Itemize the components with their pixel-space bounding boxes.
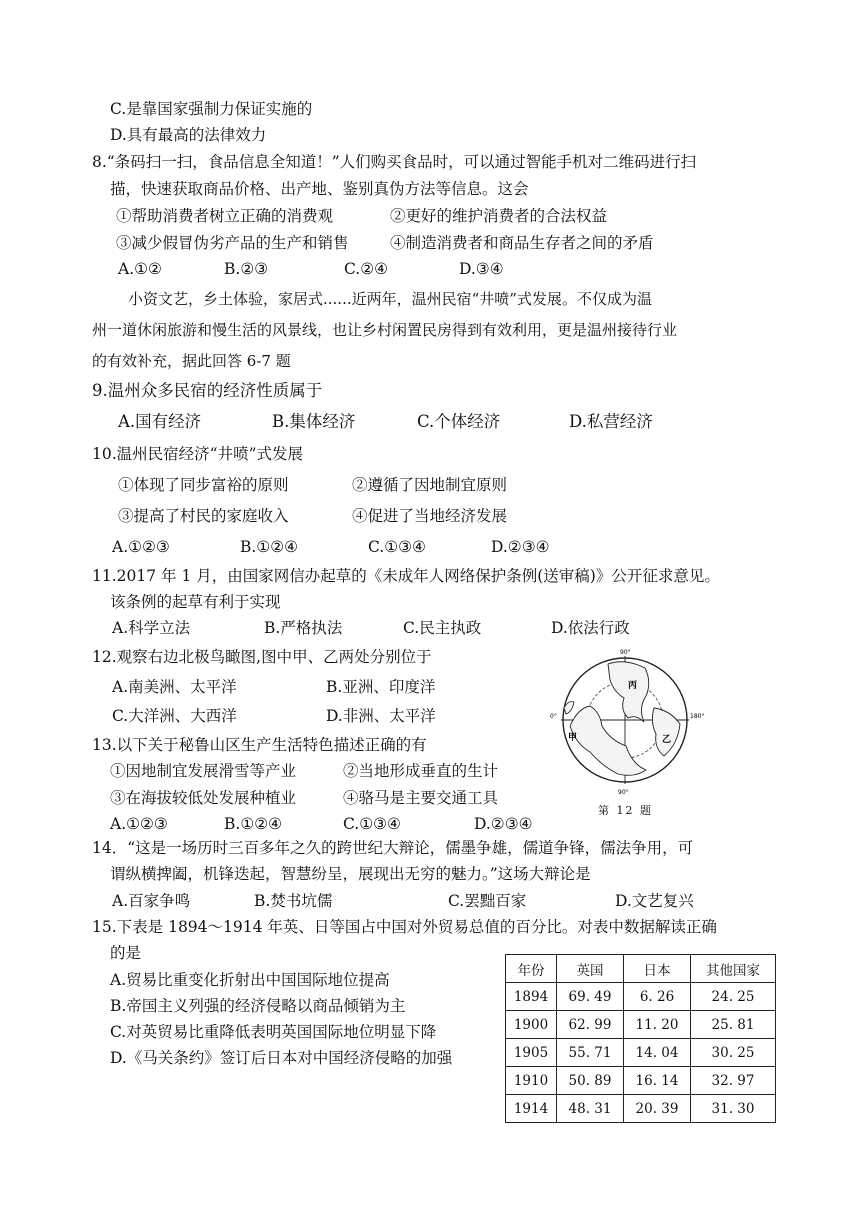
q9-option-d: D.私营经济	[569, 412, 653, 431]
table-cell: 30. 25	[691, 1039, 776, 1067]
table-row	[506, 1095, 776, 1123]
q8-statement-2: ②更好的维护消费者的合法权益	[390, 207, 608, 225]
label-bing: 丙	[628, 681, 638, 691]
table-cell: 1894	[506, 983, 557, 1011]
q14-stem-line1: 14．“这是一场历时三百多年之久的跨世纪大辩论，儒墨争雄，儒道争锋，儒法争用，可	[92, 839, 694, 857]
table-cell: 24. 25	[691, 983, 776, 1011]
q9-option-a: A.国有经济	[118, 412, 202, 431]
q7-option-d: D.具有最高的法律效力	[110, 126, 267, 144]
table-cell: 1910	[506, 1067, 557, 1095]
q11-stem-line1: 11.2017 年 1 月，由国家网信办起草的《未成年人网络保护条例(送审稿)》公开征求意见。	[92, 567, 720, 585]
q14-option-a: A.百家争鸣	[112, 892, 191, 910]
table-header-row	[506, 955, 776, 983]
q10-stem: 10.温州民宿经济“井喷”式发展	[92, 445, 303, 463]
q14-option-d: D.文艺复兴	[615, 892, 694, 910]
passage-line3: 的有效补充，据此回答 6-7 题	[92, 352, 291, 370]
q13-option-d: D.②③④	[474, 815, 533, 833]
q9-stem: 9.温州众多民宿的经济性质属于	[92, 381, 323, 400]
q12-option-a: A.南美洲、太平洋	[112, 678, 237, 696]
q12-stem: 12.观察右边北极鸟瞰图,图中甲、乙两处分别位于	[92, 648, 432, 666]
q14-stem-line2: 谓纵横捭阖，机锋迭起，智慧纷呈，展现出无穷的魅力。”这场大辩论是	[110, 865, 591, 883]
q8-statement-1: ①帮助消费者树立正确的消费观	[116, 207, 334, 225]
table-cell: 20. 39	[624, 1095, 691, 1123]
q8-stem-line1: 8.“条码扫一扫，食品信息全知道！”人们购买食品时，可以通过智能手机对二维码进行扫	[92, 153, 697, 171]
table-header: 年份	[506, 955, 557, 983]
q15-stem-line1: 15.下表是 1894～1914 年英、日等国占中国对外贸易总值的百分比。对表中数据解读正确	[92, 918, 717, 936]
q15-option-d: D.《马关条约》签订后日本对中国经济侵略的加强	[110, 1049, 453, 1067]
table-header: 日本	[624, 955, 691, 983]
passage-line2: 州一道休闲旅游和慢生活的风景线，也让乡村闲置民房得到有效利用，更是温州接待行业	[92, 321, 678, 339]
q13-statement-2: ②当地形成垂直的生计	[343, 762, 499, 780]
q15-option-a: A.贸易比重变化折射出中国国际地位提高	[110, 971, 390, 989]
table-cell: 31. 30	[691, 1095, 776, 1123]
q12-option-d: D.非洲、太平洋	[326, 707, 436, 725]
q11-stem-line2: 该条例的起草有利于实现	[110, 593, 281, 611]
table-header: 其他国家	[691, 955, 776, 983]
q13-option-b: B.①②④	[224, 815, 283, 833]
q15-option-c: C.对英贸易比重降低表明英国国际地位明显下降	[110, 1023, 437, 1041]
q10-option-b: B.①②④	[240, 538, 299, 556]
table-cell: 16. 14	[624, 1067, 691, 1095]
q12-option-c: C.大洋洲、大西洋	[112, 707, 237, 725]
q13-option-c: C.①③④	[343, 815, 401, 833]
q10-option-a: A.①②③	[112, 538, 170, 556]
q10-statement-4: ④促进了当地经济发展	[352, 507, 508, 525]
table-cell: 48. 31	[557, 1095, 624, 1123]
q14-option-b: B.焚书坑儒	[254, 892, 333, 910]
q10-statement-2: ②遵循了因地制宜原则	[352, 476, 508, 494]
table-cell: 32. 97	[691, 1067, 776, 1095]
q13-statement-3: ③在海拔较低处发展种植业	[110, 789, 297, 807]
table-cell: 25. 81	[691, 1011, 776, 1039]
q14-option-c: C.罢黜百家	[448, 892, 527, 910]
q11-option-d: D.依法行政	[551, 619, 630, 637]
q11-option-b: B.严格执法	[264, 619, 343, 637]
table-cell: 1900	[506, 1011, 557, 1039]
trade-table	[505, 954, 776, 1123]
table-cell: 55. 71	[557, 1039, 624, 1067]
q9-option-b: B.集体经济	[272, 412, 356, 431]
passage-line1: 小资文艺，乡土体验，家居式......近两年，温州民宿“井喷”式发展。不仅成为温	[128, 290, 652, 308]
table-cell: 69. 49	[557, 983, 624, 1011]
q8-option-b: B.②③	[224, 260, 269, 278]
q8-option-c: C.②④	[344, 260, 389, 278]
q8-option-d: D.③④	[459, 260, 504, 278]
table-row	[506, 1067, 776, 1095]
lat-top-label: 90°	[620, 649, 631, 656]
table-header: 英国	[557, 955, 624, 983]
table-cell: 6. 26	[624, 983, 691, 1011]
q8-statement-3: ③减少假冒伪劣产品的生产和销售	[116, 234, 349, 252]
q9-option-c: C.个体经济	[417, 412, 501, 431]
table-row	[506, 1011, 776, 1039]
q10-statement-3: ③提高了村民的家庭收入	[118, 507, 289, 525]
q11-option-a: A.科学立法	[112, 619, 191, 637]
table-row	[506, 983, 776, 1011]
arctic-map-figure	[550, 648, 705, 818]
q10-statement-1: ①体现了同步富裕的原则	[118, 476, 289, 494]
table-cell: 14. 04	[624, 1039, 691, 1067]
q10-option-c: C.①③④	[368, 538, 426, 556]
table-cell: 50. 89	[557, 1067, 624, 1095]
q15-stem-line2: 的是	[110, 944, 142, 962]
q15-option-b: B.帝国主义列强的经济侵略以商品倾销为主	[110, 997, 406, 1015]
map-caption: 第 12 题	[598, 804, 653, 817]
q13-statement-4: ④骆马是主要交通工具	[343, 789, 499, 807]
q8-option-a: A.①②	[118, 260, 162, 278]
lon-180-label: 180°	[690, 713, 705, 720]
table-cell: 62. 99	[557, 1011, 624, 1039]
q13-option-a: A.①②③	[110, 815, 168, 833]
q13-stem: 13.以下关于秘鲁山区生产生活特色描述正确的有	[92, 736, 427, 754]
q11-option-c: C.民主执政	[403, 619, 482, 637]
q10-option-d: D.②③④	[491, 538, 550, 556]
table-cell: 1905	[506, 1039, 557, 1067]
label-yi: 乙	[662, 735, 672, 745]
q13-statement-1: ①因地制宜发展滑雪等产业	[110, 762, 297, 780]
label-jia: 甲	[568, 733, 578, 743]
q8-stem-line2: 描，快速获取商品价格、出产地、鉴别真伪方法等信息。这会	[110, 180, 529, 198]
q8-statement-4: ④制造消费者和商品生存者之间的矛盾	[390, 234, 654, 252]
table-cell: 1914	[506, 1095, 557, 1123]
arctic-map	[550, 648, 705, 808]
lat-bottom-label: 90°	[618, 789, 629, 796]
table-cell: 11. 20	[624, 1011, 691, 1039]
q7-option-c: C.是靠国家强制力保证实施的	[110, 100, 313, 118]
table-row	[506, 1039, 776, 1067]
q12-option-b: B.亚洲、印度洋	[326, 678, 436, 696]
lon-0-label: 0°	[550, 713, 557, 720]
